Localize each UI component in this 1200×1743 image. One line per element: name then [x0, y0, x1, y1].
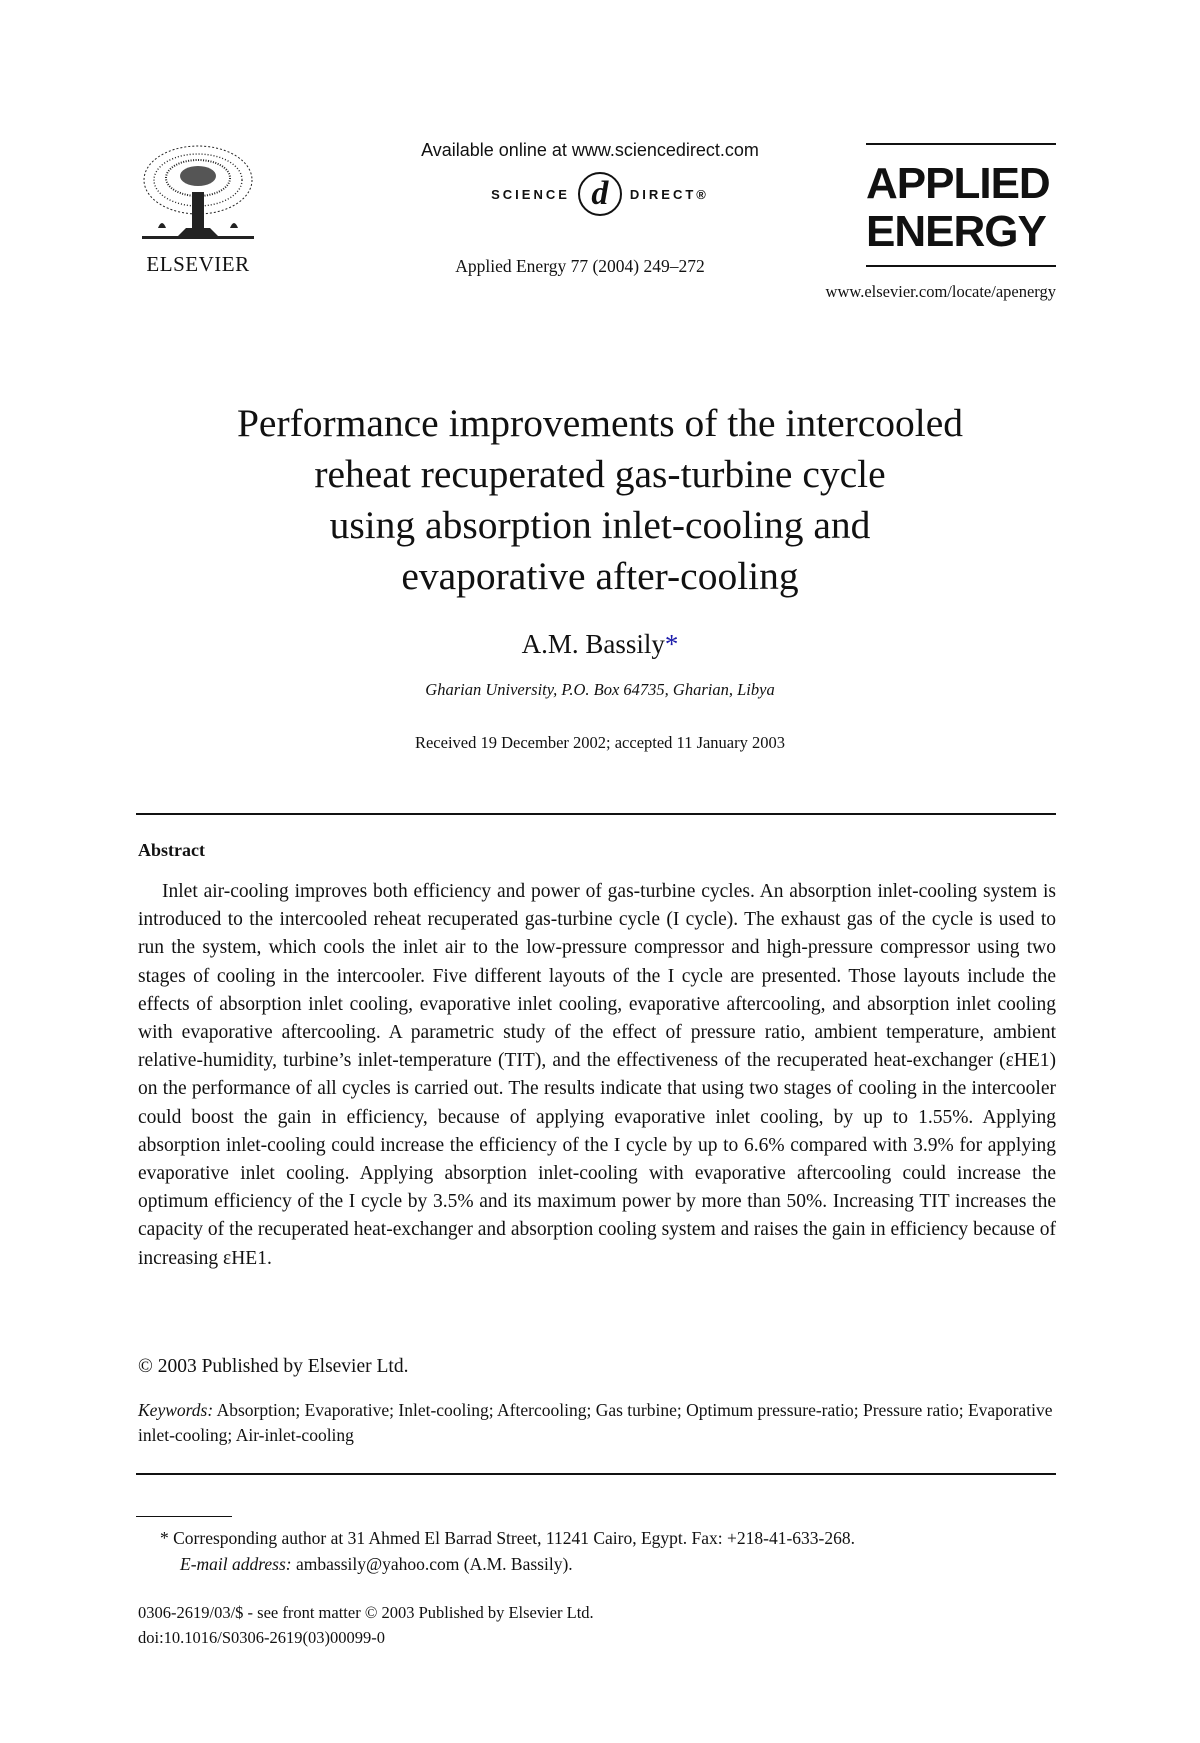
abstract-body: Inlet air-cooling improves both efficiency and power of gas-turbine cycles. An absorption inlet-cooling system is introduced to the intercooled reheat recuperated gas-turbine cycle (I cycle). The exhaust gas of the cycle is used to run the system, which cools the inlet air to the low-pressure compressor and high-pressure compressor using two stages of cooling in the intercooler. Five different layouts of the I cycle are presented. Those layouts include the effects of absorption inlet cooling, evaporative inlet cooling, evaporative aftercooling, and absorption inlet cooling with evaporative aftercooling. A parametric study of the effect of pressure ratio, ambient temperature, ambient relative-humidity, turbine’s inlet-temperature (TIT), and the effectiveness of the recuperated heat-exchanger (εHE1) on the performance of all cycles is carried out. The results indicate that using two stages of cooling in the intercooler could boost the gain in efficiency, because of applying evaporative inlet cooling, by up to 1.55%. Applying absorption inlet-cooling could increase the efficiency of the I cycle by up to 6.6% compared with 3.9% for applying evaporative inlet cooling. Applying absorption inlet-cooling with evaporative aftercooling could increase the optimum efficiency of the I cycle by 3.5% and its maximum power by more than 50%. Increasing TIT increases the capacity of the recuperated heat-exchanger and absorption cooling system and raises the gain in efficiency because of increasing εHE1.: [138, 881, 1056, 1269]
journal-title-logo: [866, 160, 1056, 256]
author-line: [300, 629, 900, 660]
journal-rule-bottom: [866, 265, 1056, 267]
sciencedirect-logo-left: SCIENCE: [491, 186, 570, 202]
title-line: using absorption inlet-cooling and: [329, 503, 871, 547]
elsevier-tree-logo-icon: [138, 142, 258, 242]
keywords-list: Absorption; Evaporative; Inlet-cooling; Aftercooling; Gas turbine; Optimum pressure-ratio; Pressure ratio; Evaporative inlet-cooling; Air-inlet-cooling: [138, 1400, 1053, 1445]
keywords-label: Keywords:: [138, 1400, 214, 1420]
author-name: A.M. Bassily: [521, 629, 665, 659]
sciencedirect-logo-right: DIRECT®: [629, 186, 709, 202]
title-line: evaporative after-cooling: [401, 554, 799, 598]
email-label: E-mail address:: [180, 1554, 292, 1574]
footnote-rule: [136, 1516, 232, 1517]
abstract-heading: Abstract: [138, 840, 205, 860]
doi-link[interactable]: doi:10.1016/S0306-2619(03)00099-0: [138, 1628, 386, 1647]
title-line: Performance improvements of the intercooled: [236, 401, 964, 445]
keywords-block: [138, 1398, 1056, 1448]
journal-title-line1: APPLIED: [866, 159, 1050, 208]
divider-rule-bottom: [136, 1473, 1056, 1475]
copyright-line: © 2003 Published by Elsevier Ltd.: [138, 1356, 409, 1377]
corresponding-author-marker[interactable]: *: [664, 629, 679, 659]
journal-url-link[interactable]: www.elsevier.com/locate/apenergy: [825, 282, 1056, 301]
title-line: reheat recuperated gas-turbine cycle: [314, 452, 886, 496]
sciencedirect-logo: [430, 172, 770, 216]
article-title: [150, 398, 1050, 602]
email-address-link[interactable]: ambassily@yahoo.com (A.M. Bassily).: [296, 1554, 573, 1574]
received-accepted-dates: Received 19 December 2002; accepted 11 January 2003: [414, 733, 786, 752]
corresponding-author-footnote: * Corresponding author at 31 Ahmed El Barrad Street, 11241 Cairo, Egypt. Fax: +218-41-633-268.: [160, 1528, 856, 1548]
journal-citation: Applied Energy 77 (2004) 249–272: [455, 256, 705, 276]
journal-rule-top: [866, 143, 1056, 145]
journal-title-line2: ENERGY: [866, 207, 1046, 256]
issn-line: 0306-2619/03/$ - see front matter © 2003 Published by Elsevier Ltd.: [138, 1603, 594, 1622]
divider-rule-top: [136, 813, 1056, 815]
sciencedirect-d-icon: d: [578, 172, 622, 216]
available-online-text: Available online at www.sciencedirect.com: [421, 140, 759, 160]
email-footnote: [180, 1551, 1056, 1577]
author-affiliation: Gharian University, P.O. Box 64735, Gharian, Libya: [425, 680, 775, 699]
publisher-name: ELSEVIER: [146, 252, 250, 276]
